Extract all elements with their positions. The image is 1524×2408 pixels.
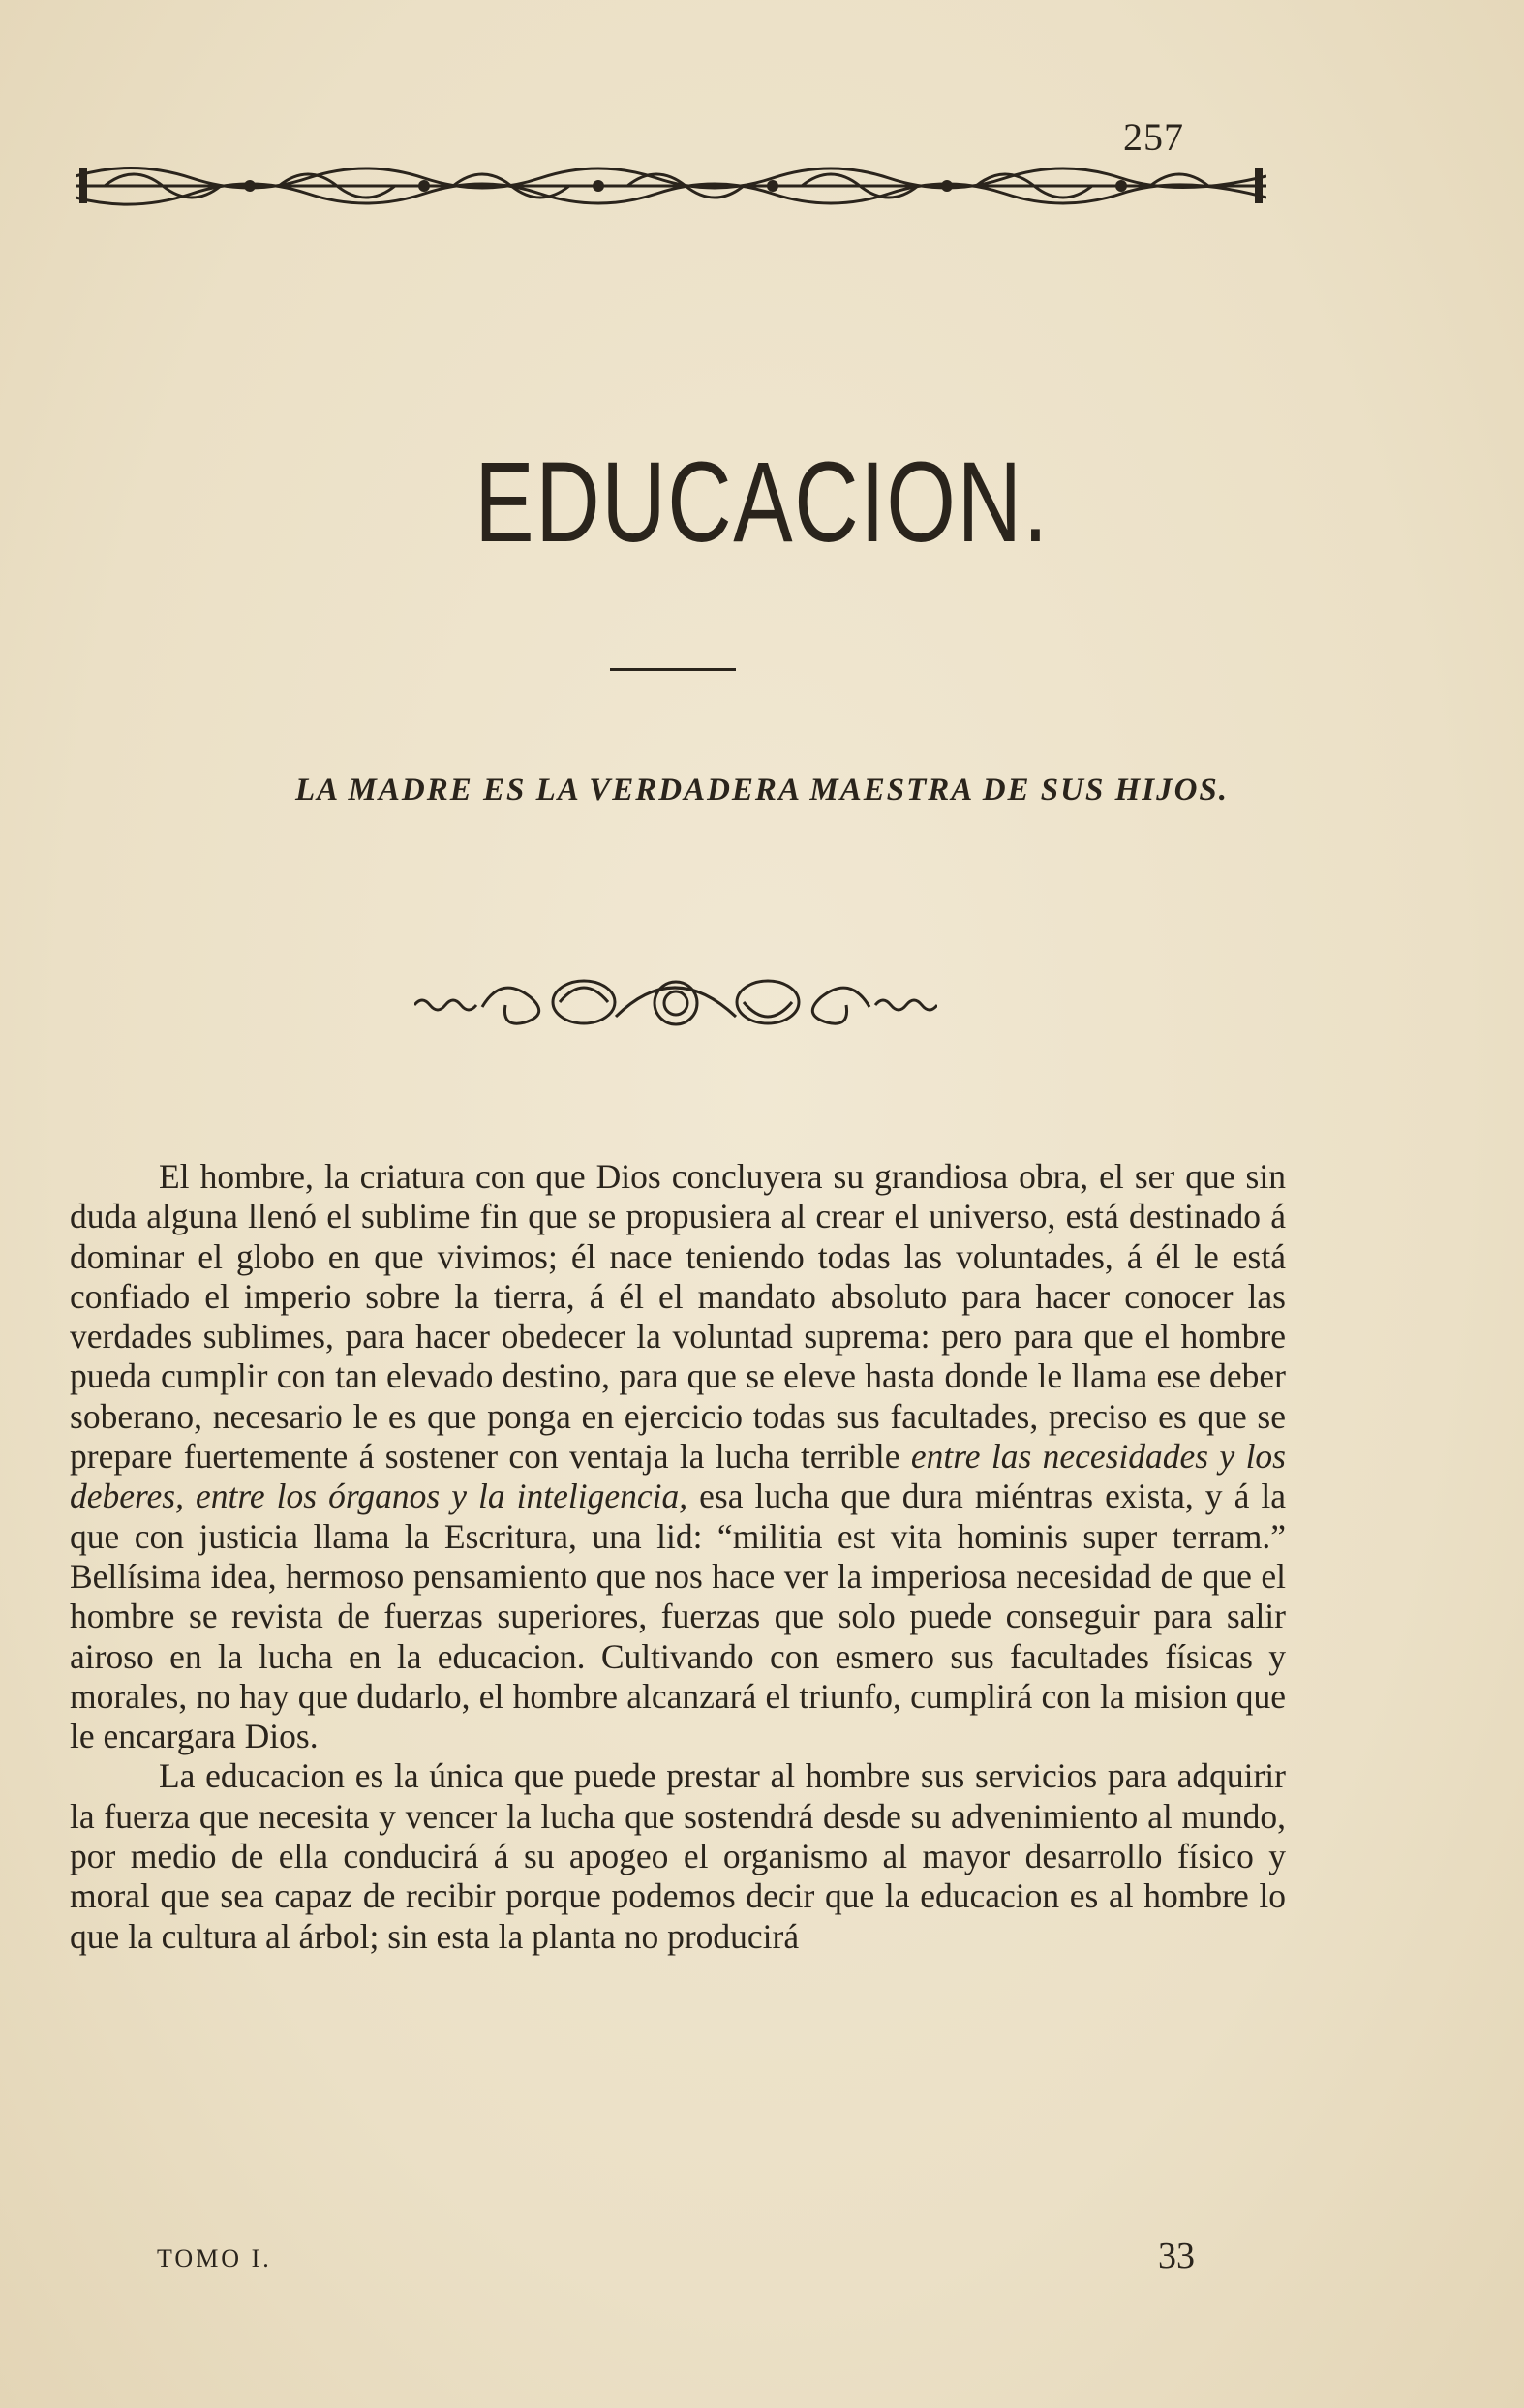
body-paragraph: La educacion es la única que puede prestar al hombre sus servicios para adquirir la fuerza que necesita y vencer la lucha que sostendrá desde su advenimiento al mundo, por medio de ella conducirá á su apogeo el organismo al mayor desarrollo físico y moral que sea capaz de recibir porque podemos decir que la educacion es al hombre lo que la cultura al árbol; sin esta la planta no producirá xyxy=(70,1756,1286,1956)
page-number: 257 xyxy=(1123,115,1184,159)
italic-phrase: entre las necesidades y los deberes, entre los órganos y la inteligencia, xyxy=(70,1437,1286,1516)
signature-mark: 33 xyxy=(1158,2236,1195,2276)
article-subtitle: LA MADRE ES LA VERDADERA MAESTRA DE SUS HIJOS. xyxy=(294,773,1230,808)
title-rule xyxy=(610,668,736,671)
body-paragraph: El hombre, la criatura con que Dios concluyera su grandiosa obra, el ser que sin duda alguna llenó el sublime fin que se propusiera al crear el universo, está destinado á dominar el globo en que vivimos; él nace teniendo todas las voluntades, á él le está confiado el imperio sobre la tierra, á él el mandato absoluto para hacer conocer las verdades sublimes, para hacer obedecer la voluntad suprema: pero para que el hombre pueda cumplir con tan elevado destino, para que se eleve hasta donde le llama ese deber soberano, necesario le es que ponga en ejercicio todas sus facultades, preciso es que se prepare fuertemente á sostener con ventaja la lucha terrible entre las necesidades y los deberes, entre los órganos y la inteligencia, esa lucha que dura miéntras exista, y á la que con justicia llama la Escritura, una lid: “militia est vita hominis super terram.” Bellísima idea, hermoso pensamiento que nos hace ver la imperiosa necesidad de que el hombre se revista de fuerzas superiores, fuerzas que solo puede conseguir para salir airoso en la lucha en la educacion. Cultivando con esmero sus facultades físicas y morales, no hay que dudarlo, el hombre alcanzará el triunfo, cumplirá con la mision que le encargara Dios. xyxy=(70,1157,1286,1756)
center-ornament-flourish xyxy=(414,968,937,1036)
top-ornamental-border xyxy=(76,157,1266,215)
article-body xyxy=(70,1157,1286,1957)
article-title: EDUCACION. xyxy=(474,439,1050,566)
volume-label: TOMO I. xyxy=(157,2244,272,2272)
